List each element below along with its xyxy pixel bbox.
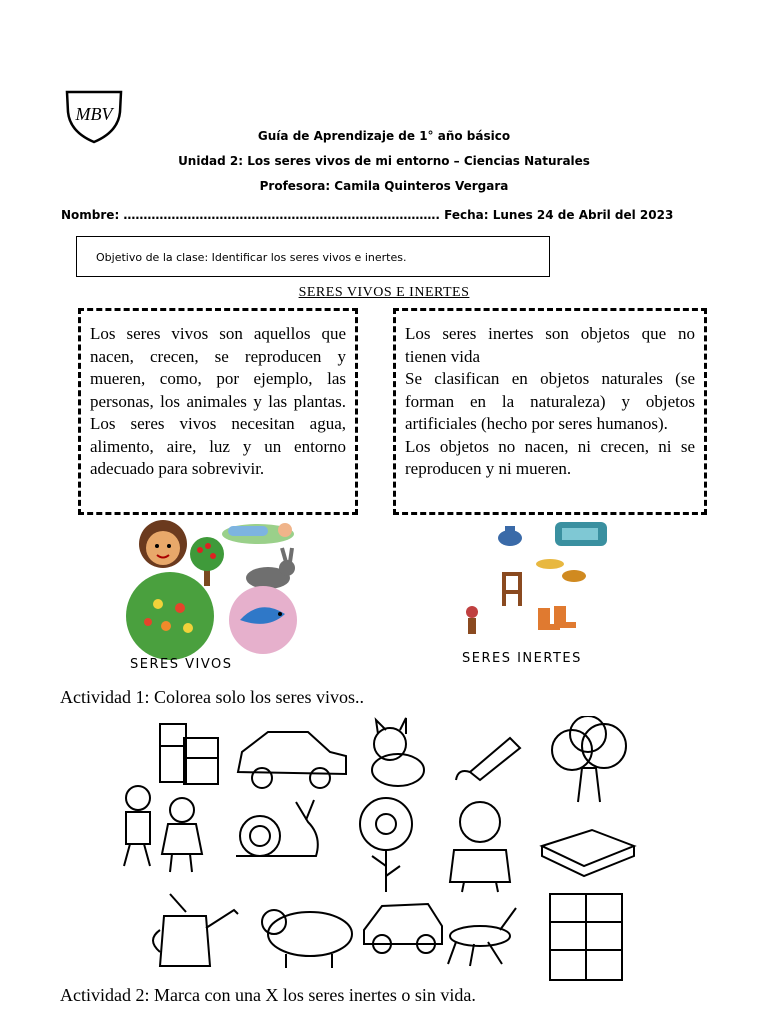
car-icon [238,732,346,788]
unit-title: Unidad 2: Los seres vivos de mi entorno – Ciencias Naturales [178,154,590,168]
boy-icon [450,802,510,892]
girl-icon [139,520,187,568]
coloring-worksheet [110,716,640,982]
living-beings-illustration [120,516,317,676]
objective-box [76,236,550,277]
glasses-icon [160,724,218,784]
guide-title: Guía de Aprendizaje de 1° año básico [257,129,511,143]
pencil-icon [456,738,520,780]
bookcase-icon [550,894,622,980]
logo-text: MBV [75,104,113,124]
inert-behavior-text: Los objetos no nacen, ni crecen, ni se reproducen y ni mueren. [405,436,695,478]
chair-icon [502,572,522,606]
activity-2-title: Actividad 2: Marca con una X los seres inertes o sin vida. [60,985,476,1005]
activity-1-title: Actividad 1: Colorea solo los seres vivos.. [60,687,364,707]
toy-car-icon [364,904,442,953]
baby-icon [222,523,294,544]
caption-seres-vivos: SERES VIVOS [130,657,233,672]
boots-icon [538,606,576,630]
lamp-icon [562,570,586,582]
tree-icon [552,716,626,802]
children-icon [124,786,202,872]
teacher-name: Profesora: Camila Quinteros Vergara [259,179,509,193]
snail-icon [236,800,318,856]
sheep-icon [262,910,352,968]
inert-classification-text: Se clasifican en objetos naturales (se forman en la naturaleza) y objetos artificiales (hecho por seres humanos). [405,369,695,433]
living-beings-text: Los seres vivos son aquellos que nacen, crecen, se reproducen y mueren, como, por ejemplo, las personas, los animales y las plantas. Los seres vivos necesitan agua, alimento, aire, luz y un entorno adecuado para sobrevivir. [90,324,346,478]
bird-icon [229,586,297,654]
hat-icon [536,559,564,569]
apple-tree-icon [190,537,224,586]
flowers-icon [126,572,214,660]
kitten-icon [372,718,424,786]
grasshopper-icon [448,908,516,966]
rabbit-icon [246,548,295,589]
watering-can-icon [153,894,238,966]
inert-beings-box [393,308,707,515]
telephone-icon [555,522,607,546]
teapot-icon [498,526,522,546]
living-beings-box [78,308,358,515]
figure-icon [466,606,478,634]
inert-beings-illustration [450,516,622,676]
flower-icon [360,798,412,892]
objective-text: Objetivo de la clase: Identificar los seres vivos e inertes. [96,251,407,264]
caption-seres-inertes: SERES INERTES [462,651,582,666]
inert-def-text: Los seres inertes son objetos que no tienen vida [405,324,695,366]
name-date-line: Nombre: ……………………………………………………………………. Fecha: Lunes 24 de Abril del 2023 [61,208,674,222]
section-title: SERES VIVOS E INERTES [298,285,470,300]
book-icon [542,830,634,876]
